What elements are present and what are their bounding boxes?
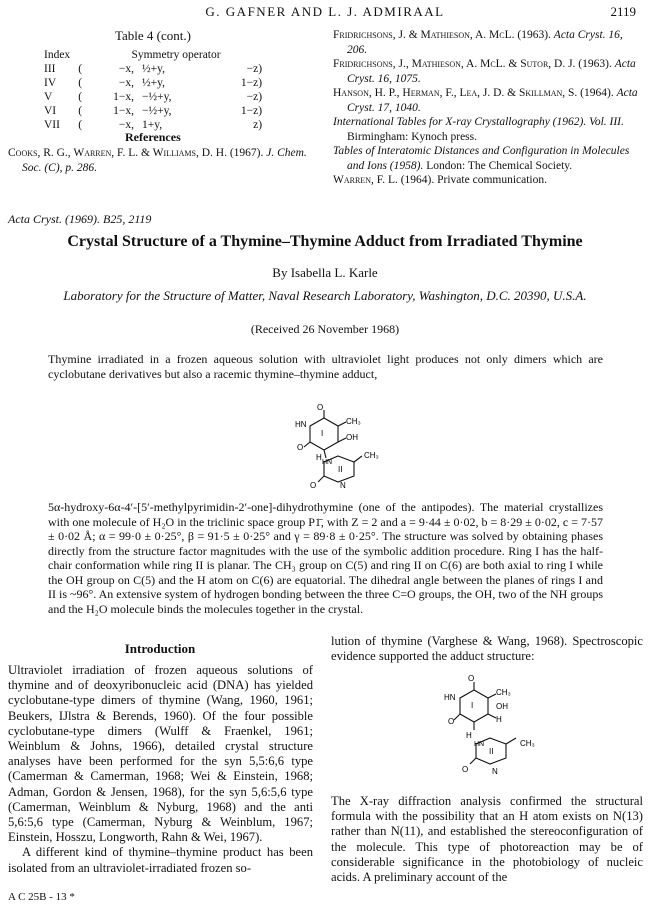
table4 bbox=[40, 48, 266, 132]
oh-label: OH bbox=[496, 702, 508, 711]
ch3-label: CH₃ bbox=[364, 451, 379, 460]
oxygen-label: O bbox=[317, 404, 324, 412]
reference-item: Fridrichsons, J. & Mathieson, A. McL. (1963). Acta Cryst. 16, 206. bbox=[333, 29, 623, 56]
table-row: VII ( −x, 1+y, z) bbox=[44, 119, 263, 131]
reference-item: Warren, F. L. (1964). Private communication. bbox=[333, 174, 548, 186]
table-row: V ( 1−x, −½+y, −z) bbox=[44, 91, 263, 103]
article-author: By Isabella L. Karle bbox=[272, 265, 378, 280]
hydrogen-label: H bbox=[496, 715, 502, 724]
article-title: Crystal Structure of a Thymine–Thymine Adduct from Irradiated Thymine bbox=[67, 233, 583, 250]
reference-item: Cooks, R. G., Warren, F. L. & Williams, D. H. (1967). J. Chem. Soc. (C), p. 286. bbox=[8, 147, 307, 174]
page-footer-code: A C 25B - 13 * bbox=[8, 891, 75, 903]
col-index-header: Index bbox=[44, 49, 71, 61]
article-affiliation: Laboratory for the Structure of Matter, Naval Research Laboratory, Washington, D.C. 20390, U.S.A. bbox=[63, 288, 587, 303]
hn-label: HN bbox=[474, 741, 485, 748]
hn-label: HN bbox=[444, 693, 456, 702]
introduction-heading: Introduction bbox=[124, 641, 196, 656]
intro-column-1 bbox=[8, 663, 313, 876]
reference-item: Fridrichsons, J., Mathieson, A. McL. & Sutor, D. J. (1963). Acta Cryst. 16, 1075. bbox=[333, 58, 636, 85]
reference-item: Hanson, H. P., Herman, F., Lea, J. D. & Skillman, S. (1964). Acta Cryst. 17, 1040. bbox=[333, 87, 638, 114]
oxygen-label: O bbox=[297, 443, 304, 452]
hn-label: HN bbox=[295, 420, 307, 429]
hn-label: HN bbox=[322, 459, 333, 466]
adduct-structure-diagram-2 bbox=[444, 672, 564, 792]
abstract-part-1: Thymine irradiated in a frozen aqueous solution with ultraviolet light produces not only dimers which are cyclobutane derivatives but also a racemic thymine–thymine adduct, bbox=[48, 352, 603, 381]
hydrogen-label: H bbox=[316, 453, 322, 462]
ch3-label: CH₃ bbox=[520, 739, 535, 748]
table-row: VI ( 1−x, −½+y, 1−z) bbox=[44, 105, 263, 117]
references-right bbox=[333, 28, 645, 188]
ch3-label: CH₃ bbox=[496, 688, 511, 697]
received-date: (Received 26 November 1968) bbox=[250, 322, 400, 336]
oxygen-label: O bbox=[468, 674, 475, 683]
table-row: IV ( −x, ½+y, 1−z) bbox=[44, 77, 263, 89]
reference-item: Tables of Interatomic Distances and Configuration in Molecules and Ions (1958). London: The Chemical Society. bbox=[333, 145, 630, 172]
oh-label: OH bbox=[346, 433, 358, 442]
ch3-label: CH₃ bbox=[346, 417, 361, 426]
article-citation: Acta Cryst. (1969). B25, 2119 bbox=[8, 212, 152, 226]
references-heading: References bbox=[125, 130, 181, 144]
intro-paragraph-2: A different kind of thymine–thymine product has been isolated from an ultraviolet-irradiated frozen so- bbox=[8, 845, 313, 875]
col-symmetry-header: Symmetry operator bbox=[131, 49, 221, 61]
nitrogen-label: N bbox=[492, 767, 498, 776]
oxygen-label: O bbox=[448, 717, 455, 726]
oxygen-label: O bbox=[310, 481, 317, 490]
abstract-part-2: 5α-hydroxy-6α-4′-[5′-methylpyrimidin-2′-one]-dihydrothymine (one of the antipodes). The material crystallizes with one molecule of H₂O in the triclinic space group P1̄, with Z = 2 and a = 9·44 ± 0·02, b = 8·29 ± 0·02, c = 7·57 ± 0·02 Å; α = 99·0 ± 0·25°, β = 91·5 ± 0·25° and γ = 89·8 ± 0·25°. The structure was solved by obtaining phases directly from the structure factor magnitudes with the use of the symbolic addition procedure. Ring I has the half-chair conformation while ring II is planar. The CH₃ group on C(5) and ring II on C(6) are both axial to ring I while the OH group on C(5) and the H atom on C(6) are equatorial. The dihedral angle between the planes of rings I and II is ~96°. An extensive system of hydrogen bonding between the three C=O groups, the OH, two of the NH groups and the H₂O molecule binds the molecules together in the crystal. bbox=[48, 500, 603, 616]
references-left bbox=[8, 146, 318, 175]
running-title: G. GAFNER AND L. J. ADMIRAAL bbox=[205, 4, 445, 19]
oxygen-label: O bbox=[462, 765, 469, 774]
intro-column-2-bottom: The X-ray diffraction analysis confirmed the structural formula with the possibility that an H atom exists on N(13) rather than N(11), and established the stereoconfiguration of the molecule. This type of photoreaction may be of considerable significance in the photobiology of nucleic acids. A preliminary account of the bbox=[331, 794, 643, 885]
ring-one-label: I bbox=[321, 429, 324, 438]
page-number: 2119 bbox=[610, 4, 636, 19]
ring-two-label: II bbox=[338, 465, 343, 474]
ring-two-label: II bbox=[489, 747, 494, 756]
intro-paragraph-1: Ultraviolet irradiation of frozen aqueous solutions of thymine and of deoxyribonucleic acid (DNA) has yielded cyclobutane-type dimers of thymine (Wang, 1960, 1961; Beukers, IJlstra & Berends, 1960). Of the four possible cyclobutane-type dimers (Wulff & Fraenkel, 1961; Weinblum & Johns, 1966), detailed crystal structure analyses have been performed for the syn 5,5:6,6 type (Camerman & Camerman, 1968; Wei & Einstein, 1968; Adman, Gordon & Jensen, 1968), for the syn 5,6:5,6 type (Camerman, Weinblum & Nyburg, 1968) and the anti 5,6:5,6 type (Camerman, Nyburg & Weinblum, 1967; Einstein, Hosszu, Longworth, Rahn & Wei, 1967). bbox=[8, 663, 313, 845]
table-row: III ( −x, ½+y, −z) bbox=[44, 63, 263, 75]
ring-one-label: I bbox=[471, 701, 474, 710]
adduct-structure-diagram bbox=[290, 404, 410, 499]
reference-item: International Tables for X-ray Crystallography (1962). Vol. III. Birmingham: Kynoch press. bbox=[333, 116, 624, 143]
table4-title: Table 4 (cont.) bbox=[115, 28, 191, 43]
running-header bbox=[0, 4, 650, 22]
hydrogen-label: H bbox=[466, 731, 472, 740]
intro-column-2-top: lution of thymine (Varghese & Wang, 1968). Spectroscopic evidence supported the adduct structure: bbox=[331, 634, 643, 664]
nitrogen-label: N bbox=[340, 481, 346, 490]
